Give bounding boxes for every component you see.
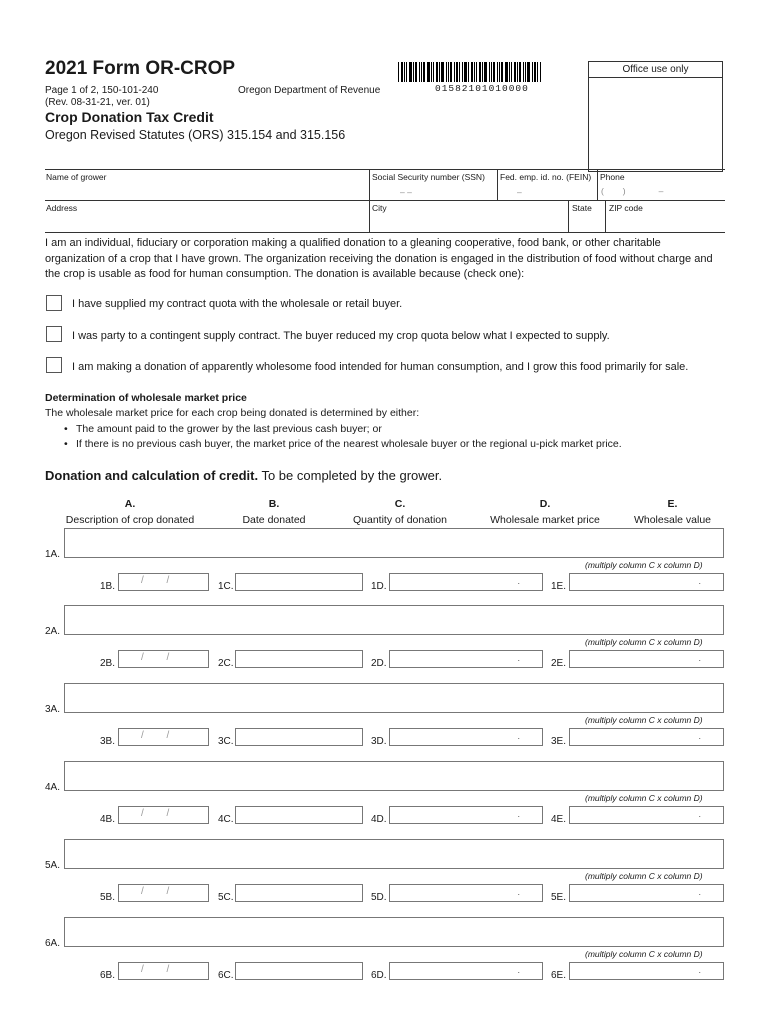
column-label: Wholesale value [633, 514, 712, 526]
quantity-input[interactable] [235, 573, 363, 591]
form-title: 2021 Form OR-CROP [45, 58, 236, 79]
barcode-bar [427, 62, 430, 82]
date-donated-input[interactable] [118, 962, 209, 980]
row-label-d: 6D. [371, 970, 387, 981]
date-hint: / / [141, 652, 180, 663]
date-donated-input[interactable] [118, 573, 209, 591]
ssn-label: Social Security number (SSN) [372, 172, 485, 182]
column-header-c [340, 498, 460, 526]
row-label-b: 6B. [100, 970, 116, 981]
date-hint: / / [141, 964, 180, 975]
row-label-b: 5B. [100, 892, 116, 903]
row-label-a: 3A. [45, 704, 61, 715]
row-label-a: 6A. [45, 938, 61, 949]
row-label-c: 1C. [218, 581, 234, 592]
crop-description-input[interactable] [64, 917, 724, 947]
market-price-input[interactable] [389, 573, 543, 591]
intro-paragraph: I am an individual, fiduciary or corporation making a qualified donation to a gleaning cooperative, food bank, or other charitable organization of a crop that I have grown. The organization receiving the donation is engaged in the distribution of food without charge and the crop is usable as food for human consumption. The donation is available because (check one): [45, 237, 713, 280]
row-label-a: 1A. [45, 549, 61, 560]
barcode-bar [454, 62, 455, 82]
barcode-bar [479, 62, 481, 82]
state-label: State [572, 203, 592, 213]
date-hint: / / [141, 808, 180, 819]
bullet-dot: • [64, 423, 68, 435]
row-label-c: 5C. [218, 892, 234, 903]
decimal-point: . [698, 887, 701, 897]
barcode-bar [484, 62, 487, 82]
barcode-bar [421, 62, 422, 82]
date-donated-input[interactable] [118, 884, 209, 902]
barcode-bar [532, 62, 533, 82]
crop-description-input[interactable] [64, 761, 724, 791]
address-label: Address [46, 203, 78, 213]
barcode-number: 01582101010000 [435, 83, 529, 94]
row-label-b: 3B. [100, 736, 116, 747]
multiply-note: (multiply column C x column D) [585, 637, 703, 647]
wholesale-bullet-2: If there is no previous cash buyer, the market price of the nearest wholesale buyer or the regional u-pick market price. [76, 438, 622, 450]
barcode-bar [436, 62, 438, 82]
donation-heading: Donation and calculation of credit. [45, 468, 259, 483]
row-label-d: 1D. [371, 581, 387, 592]
row-label-d: 5D. [371, 892, 387, 903]
column-letter: C. [394, 498, 406, 510]
crop-description-input[interactable] [64, 605, 724, 635]
barcode-bar [489, 62, 490, 82]
office-use-label: Office use only [589, 64, 722, 78]
decimal-point: . [517, 731, 520, 741]
market-price-input[interactable] [389, 962, 543, 980]
barcode-bar [448, 62, 449, 82]
barcode-bar [462, 62, 463, 82]
barcode-bar [534, 62, 536, 82]
city-input[interactable] [371, 213, 566, 231]
barcode-bar [415, 62, 417, 82]
divider [497, 169, 498, 200]
bullet-dot: • [64, 438, 68, 450]
row-label-c: 4C. [218, 814, 234, 825]
barcode-bar [446, 62, 447, 82]
row-label-d: 4D. [371, 814, 387, 825]
barcode-bar [450, 62, 452, 82]
decimal-point: . [517, 653, 520, 663]
row-label-e: 6E. [551, 970, 567, 981]
date-hint: / / [141, 730, 180, 741]
row-label-a: 2A. [45, 626, 61, 637]
multiply-note: (multiply column C x column D) [585, 715, 703, 725]
barcode-bar [482, 62, 483, 82]
row-label-e: 2E. [551, 658, 567, 669]
barcode-bar [493, 62, 495, 82]
date-donated-input[interactable] [118, 728, 209, 746]
phone-input[interactable]: ( ) – [601, 186, 664, 196]
wholesale-value-input[interactable] [569, 962, 724, 980]
barcode-bar [491, 62, 492, 82]
option-label-2: I was party to a contingent supply contract. The buyer reduced my crop quota below what I expected to supply. [72, 330, 610, 342]
state-input[interactable] [570, 213, 603, 231]
wholesale-value-input[interactable] [569, 650, 724, 668]
divider [45, 169, 725, 170]
barcode-bar [419, 62, 420, 82]
barcode-bar [523, 62, 524, 82]
city-label: City [372, 203, 387, 213]
quantity-input[interactable] [235, 806, 363, 824]
barcode-bar [401, 62, 403, 82]
divider [605, 200, 606, 232]
wholesale-heading: Determination of wholesale market price [45, 392, 247, 404]
name-label: Name of grower [46, 172, 107, 182]
wholesale-text: The wholesale market price for each crop being donated is determined by either: [45, 407, 420, 419]
multiply-note: (multiply column C x column D) [585, 871, 703, 881]
decimal-point: . [698, 731, 701, 741]
barcode-bar [514, 62, 516, 82]
barcode-bar [517, 62, 518, 82]
wholesale-value-input[interactable] [569, 728, 724, 746]
barcode [398, 62, 568, 82]
barcode-bar [474, 62, 475, 82]
option-label-1: I have supplied my contract quota with the wholesale or retail buyer. [72, 298, 403, 310]
row-label-a: 5A. [45, 860, 61, 871]
fein-input[interactable]: – [517, 187, 522, 197]
page-info: Page 1 of 2, 150-101-240 [45, 85, 159, 96]
barcode-bar [476, 62, 477, 82]
zip-input[interactable] [607, 213, 722, 231]
row-label-e: 5E. [551, 892, 567, 903]
ssn-input[interactable]: – – [400, 187, 412, 197]
market-price-input[interactable] [389, 728, 543, 746]
column-letter: A. [124, 498, 136, 510]
multiply-note: (multiply column C x column D) [585, 949, 703, 959]
barcode-bar [433, 62, 434, 82]
multiply-note: (multiply column C x column D) [585, 560, 703, 570]
column-header-d [480, 498, 610, 526]
address-input[interactable] [46, 213, 366, 231]
barcode-bar [505, 62, 508, 82]
column-label: Wholesale market price [490, 514, 600, 526]
multiply-note: (multiply column C x column D) [585, 793, 703, 803]
quantity-input[interactable] [235, 962, 363, 980]
row-label-e: 4E. [551, 814, 567, 825]
option-label-3: I am making a donation of apparently wholesome food intended for human consumption, and I grow this food primarily for sale. [72, 361, 689, 373]
quantity-input[interactable] [235, 884, 363, 902]
barcode-bar [497, 62, 498, 82]
barcode-bar [509, 62, 510, 82]
barcode-bar [431, 62, 432, 82]
donation-heading-line [45, 468, 442, 483]
column-label: Quantity of donation [353, 514, 447, 526]
crop-description-input[interactable] [64, 839, 724, 869]
barcode-bar [441, 62, 444, 82]
barcode-bar [439, 62, 440, 82]
market-price-input[interactable] [389, 650, 543, 668]
column-header-b [214, 498, 334, 526]
phone-label: Phone [600, 172, 625, 182]
row-label-b: 4B. [100, 814, 116, 825]
market-price-input[interactable] [389, 806, 543, 824]
name-input[interactable] [46, 181, 366, 199]
column-letter: B. [268, 498, 280, 510]
decimal-point: . [517, 965, 520, 975]
barcode-bar [423, 62, 425, 82]
barcode-bar [525, 62, 526, 82]
barcode-bar [468, 62, 469, 82]
quantity-input[interactable] [235, 728, 363, 746]
row-label-b: 2B. [100, 658, 116, 669]
barcode-bar [519, 62, 521, 82]
wholesale-value-input[interactable] [569, 573, 724, 591]
option-checkbox-3[interactable] [46, 357, 62, 373]
form-name: Crop Donation Tax Credit [45, 109, 214, 125]
column-label: Date donated [242, 514, 306, 526]
barcode-bar [404, 62, 405, 82]
date-donated-input[interactable] [118, 806, 209, 824]
donation-subheading: To be completed by the grower. [261, 468, 443, 483]
column-label: Description of crop donated [65, 514, 195, 526]
divider [568, 200, 569, 232]
fein-label: Fed. emp. id. no. (FEIN) [500, 172, 592, 182]
market-price-input[interactable] [389, 884, 543, 902]
barcode-bar [456, 62, 458, 82]
barcode-bar [406, 62, 407, 82]
barcode-bar [471, 62, 473, 82]
wholesale-value-input[interactable] [569, 806, 724, 824]
barcode-bar [409, 62, 412, 82]
column-letter: D. [539, 498, 551, 510]
barcode-bar [459, 62, 460, 82]
row-label-b: 1B. [100, 581, 116, 592]
divider [45, 232, 725, 233]
barcode-bar [511, 62, 512, 82]
divider [45, 200, 725, 201]
option-checkbox-2[interactable] [46, 326, 62, 342]
barcode-bar [501, 62, 503, 82]
column-letter: E. [667, 498, 678, 510]
wholesale-value-input[interactable] [569, 884, 724, 902]
date-donated-input[interactable] [118, 650, 209, 668]
decimal-point: . [698, 576, 701, 586]
date-hint: / / [141, 575, 180, 586]
barcode-bar [413, 62, 414, 82]
quantity-input[interactable] [235, 650, 363, 668]
decimal-point: . [517, 809, 520, 819]
row-label-e: 3E. [551, 736, 567, 747]
zip-label: ZIP code [609, 203, 643, 213]
decimal-point: . [698, 965, 701, 975]
barcode-bar [540, 62, 541, 82]
row-label-d: 2D. [371, 658, 387, 669]
row-label-c: 3C. [218, 736, 234, 747]
decimal-point: . [517, 576, 520, 586]
row-label-c: 2C. [218, 658, 234, 669]
statutes: Oregon Revised Statutes (ORS) 315.154 and 315.156 [45, 128, 346, 142]
row-label-a: 4A. [45, 782, 61, 793]
barcode-bar [499, 62, 500, 82]
divider [597, 169, 598, 200]
agency-name: Oregon Department of Revenue [238, 85, 381, 96]
crop-description-input[interactable] [64, 528, 724, 558]
revision-info: (Rev. 08-31-21, ver. 01) [45, 97, 150, 108]
decimal-point: . [698, 653, 701, 663]
row-label-d: 3D. [371, 736, 387, 747]
barcode-bar [398, 62, 399, 82]
barcode-bar [464, 62, 467, 82]
barcode-bar [537, 62, 538, 82]
office-use-box [588, 61, 723, 172]
decimal-point: . [517, 887, 520, 897]
column-header-e [615, 498, 730, 526]
column-header-a [50, 498, 210, 526]
crop-description-input[interactable] [64, 683, 724, 713]
divider [369, 169, 370, 232]
row-label-e: 1E. [551, 581, 567, 592]
row-label-c: 6C. [218, 970, 234, 981]
option-checkbox-1[interactable] [46, 295, 62, 311]
date-hint: / / [141, 886, 180, 897]
wholesale-bullet-1: The amount paid to the grower by the last previous cash buyer; or [76, 423, 382, 435]
decimal-point: . [698, 809, 701, 819]
barcode-bar [527, 62, 530, 82]
